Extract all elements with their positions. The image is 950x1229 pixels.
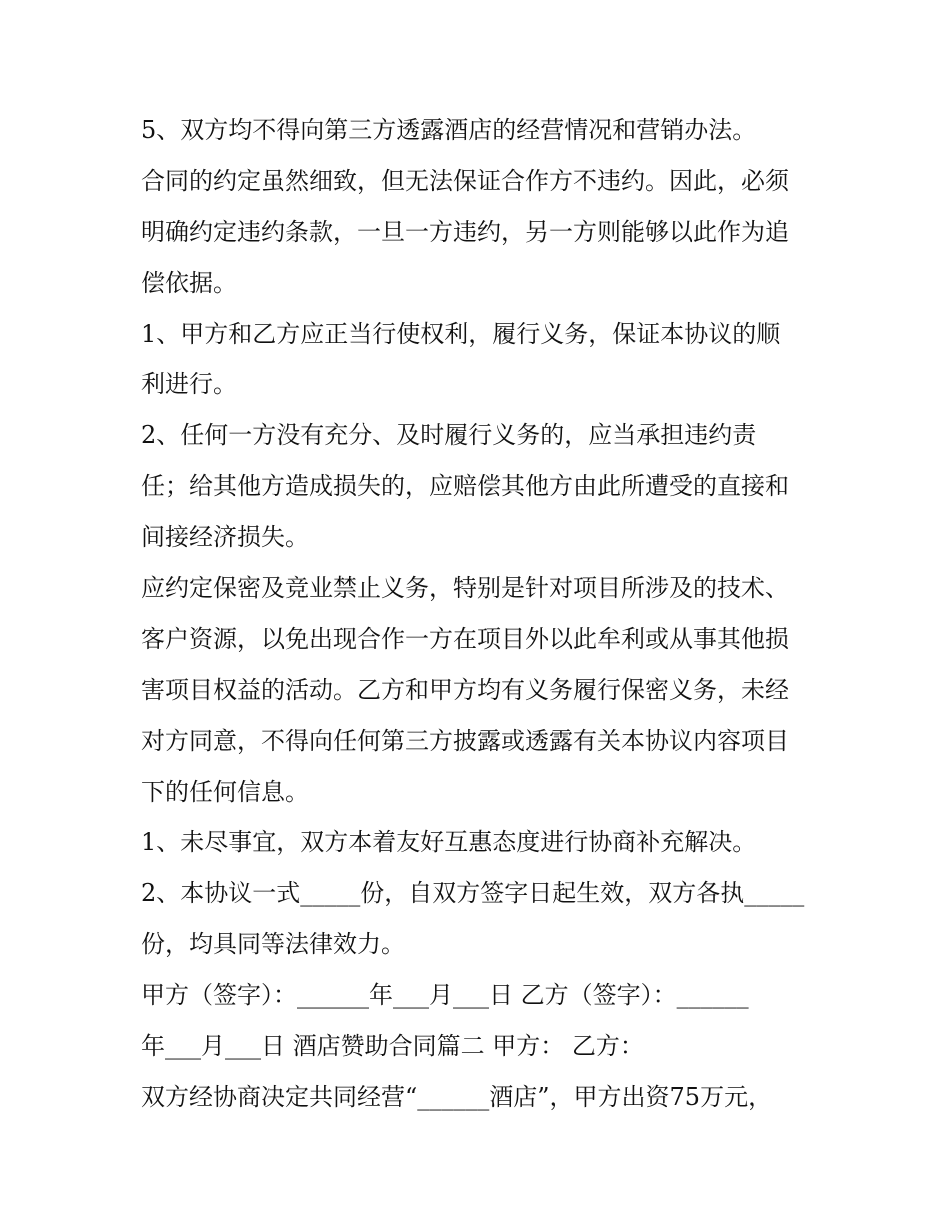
text-line: 2、本协议一式_____份，自双方签字日起生效，双方各执_____ — [141, 879, 805, 907]
text-line: 利进行。 — [141, 370, 237, 398]
text-line: 甲方（签字）：______年___月___日 乙方（签字）：______ — [141, 981, 749, 1009]
text-line: 1、甲方和乙方应正当行使权利，履行义务，保证本协议的顺 — [141, 320, 781, 348]
text-line: 客户资源，以免出现合作一方在项目外以此牟利或从事其他损 — [141, 625, 789, 653]
text-line: 2、任何一方没有充分、及时履行义务的，应当承担违约责 — [141, 421, 757, 449]
text-line: 害项目权益的活动。乙方和甲方均有义务履行保密义务，未经 — [141, 676, 789, 704]
text-line: 1、未尽事宜，双方本着友好互惠态度进行协商补充解决。 — [141, 828, 757, 856]
text-line: 明确约定违约条款，一旦一方违约，另一方则能够以此作为追 — [141, 218, 789, 246]
text-line: 年___月___日 酒店赞助合同篇二 甲方： 乙方： — [141, 1032, 644, 1060]
text-line: 5、双方均不得向第三方透露酒店的经营情况和营销办法。 — [141, 116, 757, 144]
text-line: 对方同意，不得向任何第三方披露或透露有关本协议内容项目 — [141, 727, 789, 755]
text-line: 应约定保密及竞业禁止义务，特别是针对项目所涉及的技术、 — [141, 574, 789, 602]
text-line: 份，均具同等法律效力。 — [141, 930, 405, 958]
text-line: 偿依据。 — [141, 269, 237, 297]
text-line: 间接经济损失。 — [141, 523, 309, 551]
text-line: 双方经协商决定共同经营“______酒店”，甲方出资75万元， — [141, 1083, 773, 1111]
text-line: 任；给其他方造成损失的，应赔偿其他方由此所遭受的直接和 — [141, 472, 789, 500]
text-line: 合同的约定虽然细致，但无法保证合作方不违约。因此，必须 — [141, 167, 789, 195]
text-line: 下的任何信息。 — [141, 778, 309, 806]
